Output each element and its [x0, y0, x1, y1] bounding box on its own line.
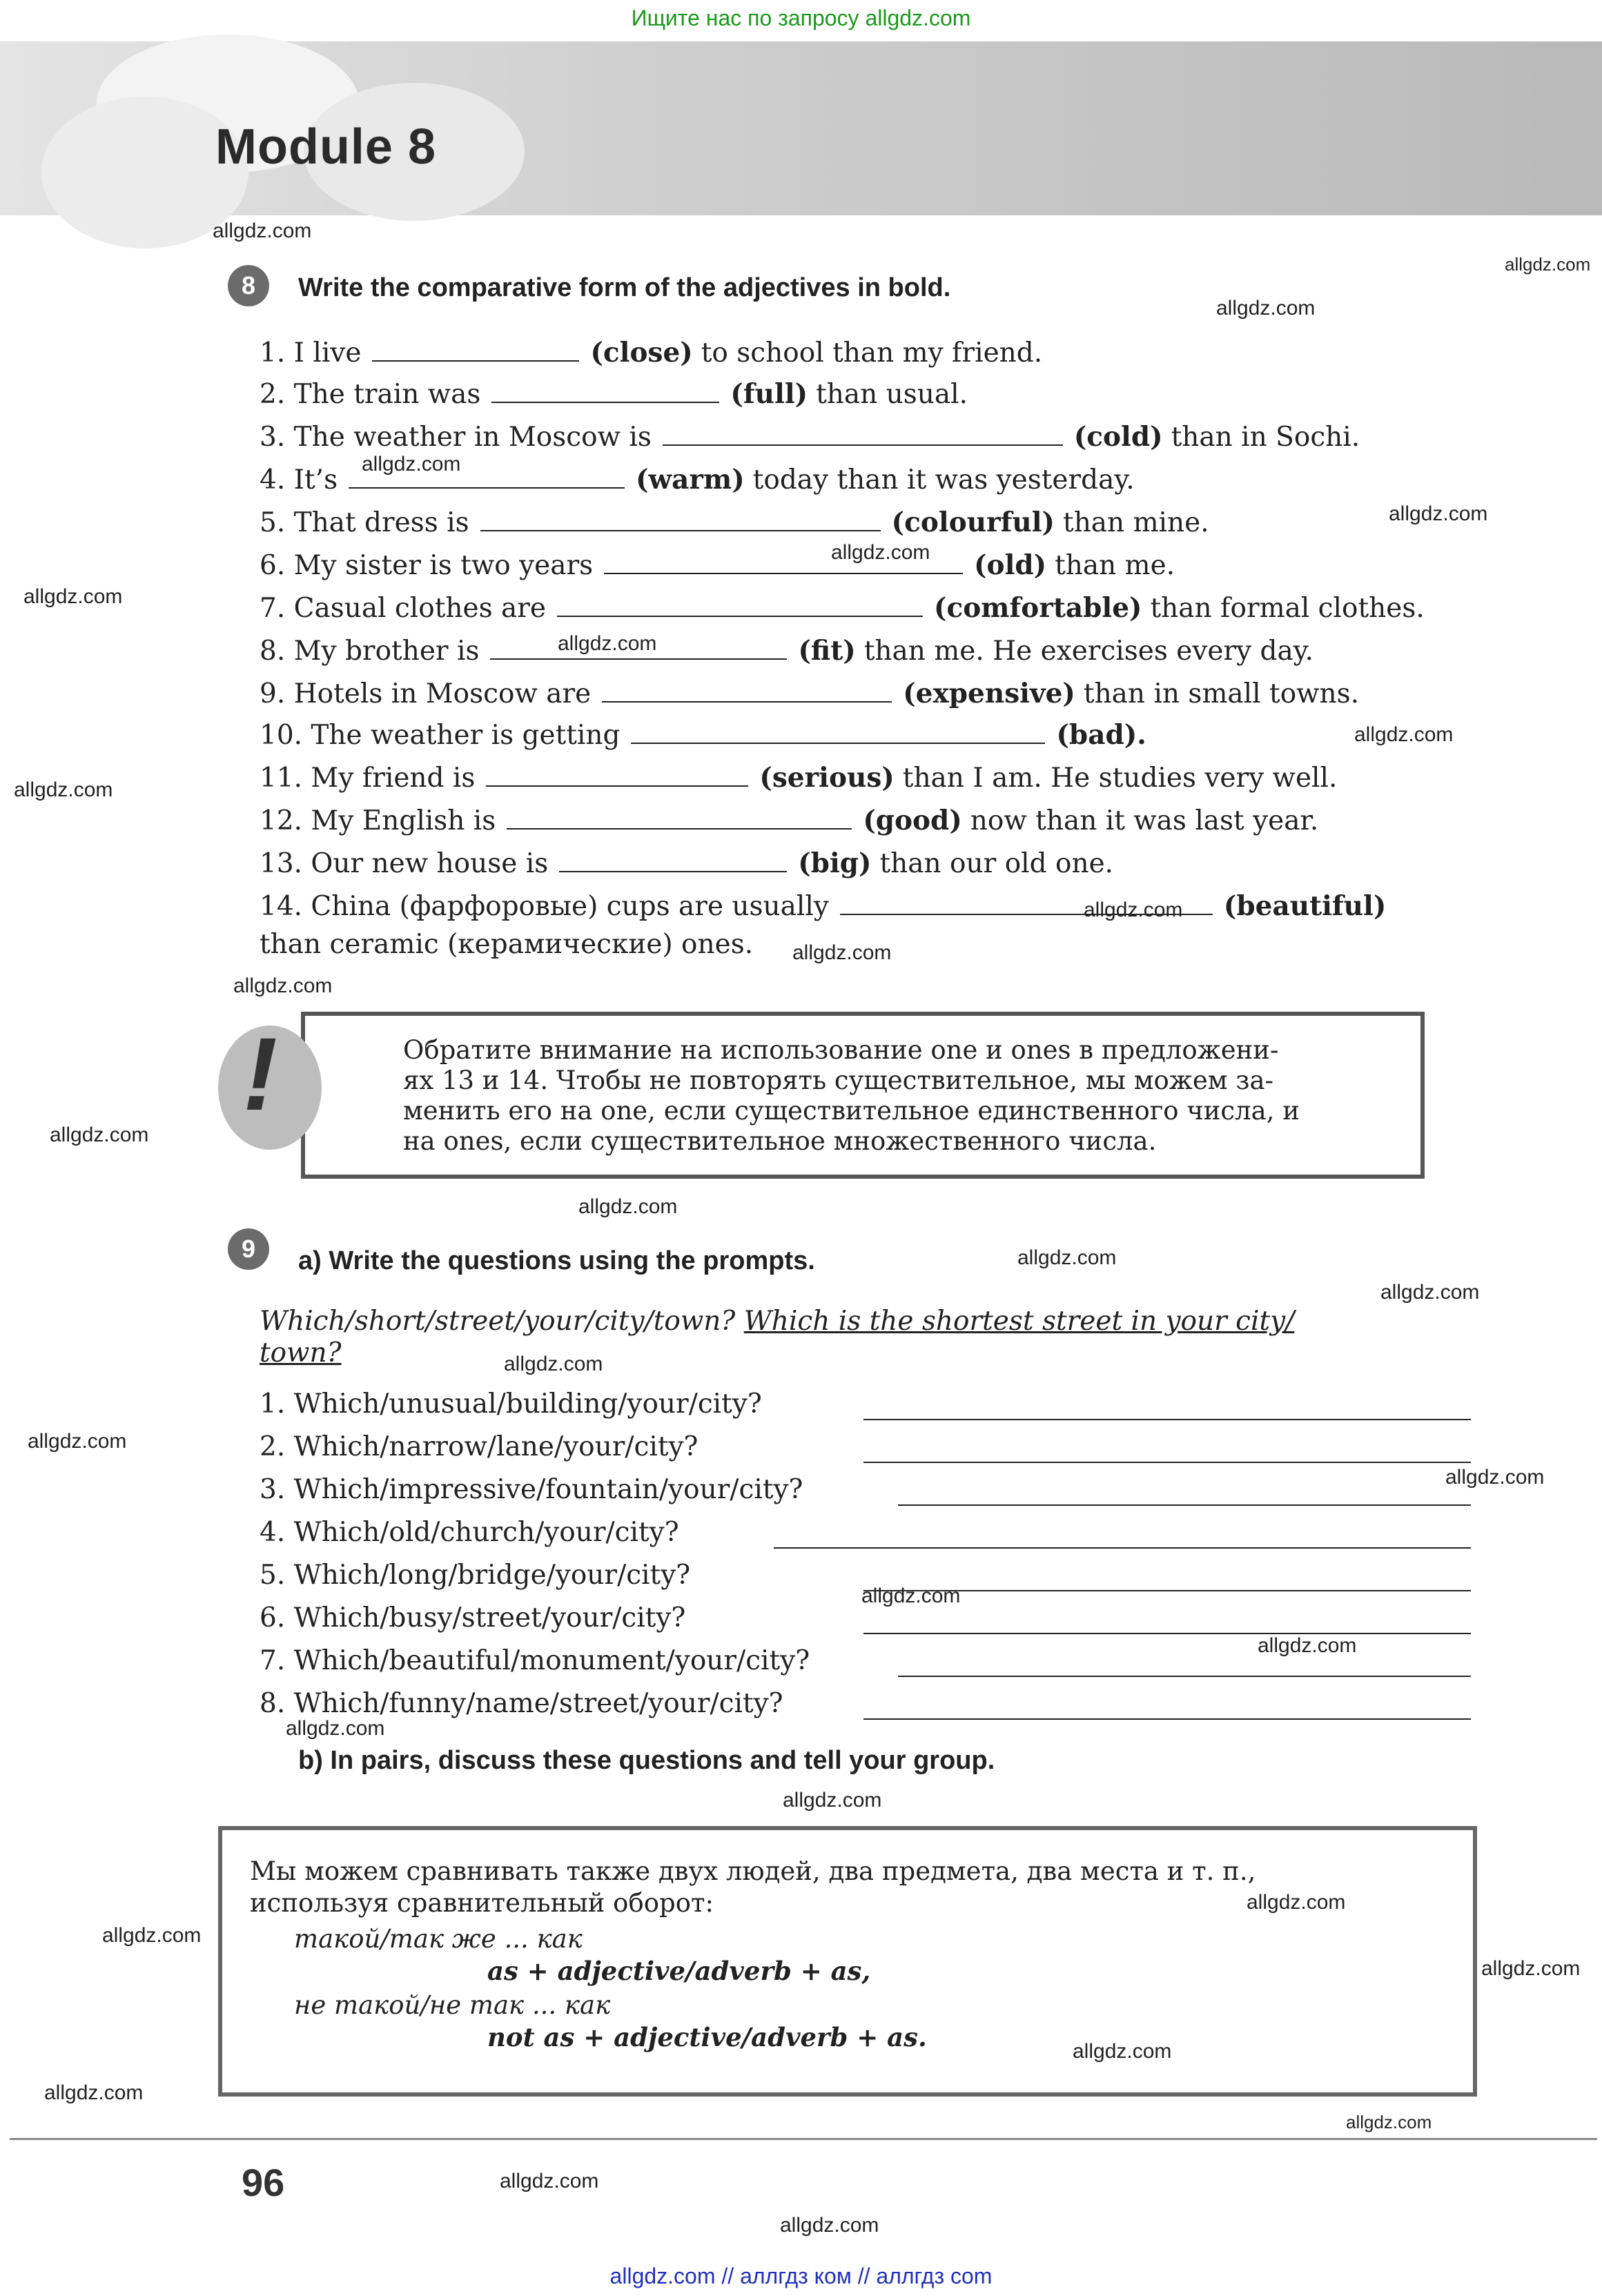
- watermark: allgdz.com: [780, 2214, 879, 2237]
- exercise-9-item: 7. Which/beautiful/monument/your/city?: [260, 1645, 810, 1676]
- example-answer-cont: town?: [260, 1337, 342, 1368]
- note2-rule4: not as + adjective/adverb + as.: [487, 2022, 927, 2052]
- watermark: allgdz.com: [1481, 1957, 1581, 1980]
- exercise-8-item: 8. My brother is (fit) than me. He exercises every day.: [260, 635, 1314, 667]
- watermark: allgdz.com: [500, 2170, 599, 2192]
- watermark: allgdz.com: [1216, 297, 1316, 320]
- note-one-line: на ones, если существительное множественного числа.: [403, 1126, 1157, 1156]
- exercise-8-item: 1. I live (close) to school than my friend.: [260, 337, 1043, 369]
- answer-blank[interactable]: [507, 809, 852, 830]
- watermark: allgdz.com: [1354, 723, 1454, 746]
- watermark: allgdz.com: [213, 219, 312, 242]
- exercise-8-item: 6. My sister is two years (old) than me.: [260, 549, 1175, 581]
- answer-blank[interactable]: [486, 766, 748, 787]
- exercise-8-item: 14. China (фарфоровые) cups are usually (beautiful): [260, 890, 1387, 922]
- answer-line[interactable]: [863, 1633, 1471, 1634]
- note-one-line: ях 13 и 14. Чтобы не повторять существительное, мы можем за-: [403, 1066, 1273, 1095]
- watermark: allgdz.com: [504, 1353, 603, 1375]
- watermark: allgdz.com: [44, 2081, 144, 2104]
- watermark: allgdz.com: [1346, 2112, 1432, 2132]
- page-number: 96: [242, 2161, 285, 2204]
- answer-blank[interactable]: [559, 852, 787, 872]
- bold-adjective: (expensive): [903, 678, 1075, 709]
- note-one-line: менить его на one, если существительное единственного числа, и: [403, 1096, 1300, 1126]
- bold-adjective: (warm): [636, 464, 745, 495]
- note-one-line: Обратите внимание на использование one и ones в предложени-: [403, 1035, 1279, 1065]
- exercise-8-item: 5. That dress is (colourful) than mine.: [260, 507, 1209, 538]
- answer-blank[interactable]: [663, 425, 1063, 446]
- bold-adjective: (good): [863, 805, 962, 836]
- exercise-9-item: 2. Which/narrow/lane/your/city?: [260, 1431, 699, 1462]
- watermark: allgdz.com: [14, 778, 113, 801]
- exercise-8-item: 2. The train was (full) than usual.: [260, 378, 968, 410]
- answer-line[interactable]: [774, 1547, 1471, 1549]
- answer-blank[interactable]: [602, 682, 892, 703]
- exercise-8-item: 10. The weather is getting (bad).: [260, 719, 1146, 751]
- exercise-8-item: 13. Our new house is (big) than our old one.: [260, 847, 1114, 879]
- exercise-8-item: 7. Casual clothes are (comfortable) than formal clothes.: [260, 592, 1425, 624]
- exercise-9-badge: 9: [228, 1228, 269, 1270]
- watermark: allgdz.com: [28, 1430, 127, 1453]
- watermark: allgdz.com: [1445, 1466, 1545, 1489]
- watermark: allgdz.com: [558, 632, 657, 655]
- exercise-9a-title: a) Write the questions using the prompts.: [298, 1246, 815, 1275]
- watermark: allgdz.com: [233, 974, 333, 997]
- answer-blank[interactable]: [491, 382, 719, 403]
- footer-links[interactable]: allgdz.com // аллгдз ком // аллгдз com: [609, 2264, 993, 2288]
- watermark: allgdz.com: [792, 941, 892, 964]
- bold-adjective: (old): [974, 549, 1047, 581]
- exercise-8-item: 11. My friend is (serious) than I am. He studies very well.: [260, 762, 1338, 794]
- bold-adjective: (fit): [798, 635, 856, 667]
- watermark: allgdz.com: [362, 453, 461, 475]
- exercise-8-item: 12. My English is (good) now than it was last year.: [260, 805, 1319, 836]
- watermark: allgdz.com: [1258, 1634, 1357, 1657]
- note2-rule2: as + adjective/adverb + as,: [487, 1956, 871, 1986]
- watermark: allgdz.com: [1073, 2040, 1172, 2063]
- answer-blank[interactable]: [631, 723, 1045, 744]
- bold-adjective: (beautiful): [1223, 890, 1387, 922]
- note2-rule1: такой/так же ... как: [294, 1924, 583, 1954]
- watermark: allgdz.com: [1084, 899, 1183, 921]
- exclamation-mark: !: [243, 1016, 277, 1132]
- module-title: Module 8: [215, 119, 437, 175]
- watermark: allgdz.com: [831, 541, 930, 564]
- exercise-9-item: 3. Which/impressive/fountain/your/city?: [260, 1474, 803, 1505]
- bold-adjective: (big): [798, 847, 872, 879]
- bold-adjective: (serious): [759, 762, 895, 794]
- item-14-continuation: than ceramic (керамические) ones.: [260, 929, 754, 960]
- answer-line[interactable]: [863, 1462, 1471, 1463]
- answer-blank[interactable]: [557, 596, 923, 617]
- bold-adjective: (full): [730, 378, 808, 410]
- watermark: allgdz.com: [50, 1124, 149, 1146]
- exercise-9-item: 8. Which/funny/name/street/your/city?: [260, 1688, 783, 1719]
- exercise-8-item: 9. Hotels in Moscow are (expensive) than in small towns.: [260, 678, 1360, 709]
- watermark: allgdz.com: [1505, 254, 1591, 275]
- watermark: allgdz.com: [1017, 1246, 1117, 1269]
- watermark: allgdz.com: [783, 1789, 882, 1812]
- exercise-8-title: Write the comparative form of the adjectives in bold.: [298, 273, 951, 302]
- watermark: allgdz.com: [578, 1195, 678, 1218]
- answer-line[interactable]: [863, 1718, 1471, 1720]
- example-prompt: Which/short/street/your/city/town? Which is the shortest street in your city/: [260, 1306, 1295, 1337]
- bold-adjective: (comfortable): [934, 592, 1142, 624]
- watermark: allgdz.com: [102, 1924, 202, 1947]
- bold-adjective: (close): [590, 337, 693, 369]
- note2-line1: Мы можем сравнивать также двух людей, два предмета, два места и т. п.,: [250, 1856, 1256, 1886]
- exercise-9-item: 5. Which/long/bridge/your/city?: [260, 1560, 691, 1591]
- answer-blank[interactable]: [480, 511, 881, 531]
- exercise-9-item: 1. Which/unusual/building/your/city?: [260, 1389, 762, 1420]
- answer-line[interactable]: [863, 1419, 1471, 1420]
- watermark: allgdz.com: [1380, 1281, 1480, 1304]
- watermark: allgdz.com: [1247, 1891, 1346, 1914]
- note2-rule3: не такой/не так ... как: [294, 1990, 611, 2020]
- top-banner[interactable]: Ищите нас по запросу allgdz.com: [631, 6, 971, 30]
- bold-adjective: (bad).: [1056, 719, 1146, 751]
- answer-blank[interactable]: [372, 341, 579, 362]
- exercise-8-badge: 8: [228, 265, 269, 306]
- exercise-8-item: 4. It’s (warm) today than it was yesterday.: [260, 464, 1135, 495]
- watermark: allgdz.com: [1389, 502, 1488, 525]
- exercise-8-item: 3. The weather in Moscow is (cold) than in Sochi.: [260, 421, 1360, 453]
- exercise-9-item: 6. Which/busy/street/your/city?: [260, 1602, 686, 1633]
- bold-adjective: (cold): [1073, 421, 1163, 453]
- answer-line[interactable]: [898, 1504, 1471, 1506]
- watermark: allgdz.com: [861, 1584, 961, 1607]
- note2-line2: используя сравнительный оборот:: [250, 1888, 714, 1918]
- bold-adjective: (colourful): [891, 507, 1055, 538]
- exercise-9b-title: b) In pairs, discuss these questions and tell your group.: [298, 1746, 995, 1775]
- bottom-rule: [10, 2138, 1597, 2140]
- answer-line[interactable]: [898, 1676, 1471, 1677]
- exercise-9-item: 4. Which/old/church/your/city?: [260, 1517, 679, 1548]
- watermark: allgdz.com: [286, 1717, 385, 1740]
- watermark: allgdz.com: [23, 585, 123, 608]
- example-answer: Which is the shortest street in your city/: [743, 1306, 1295, 1337]
